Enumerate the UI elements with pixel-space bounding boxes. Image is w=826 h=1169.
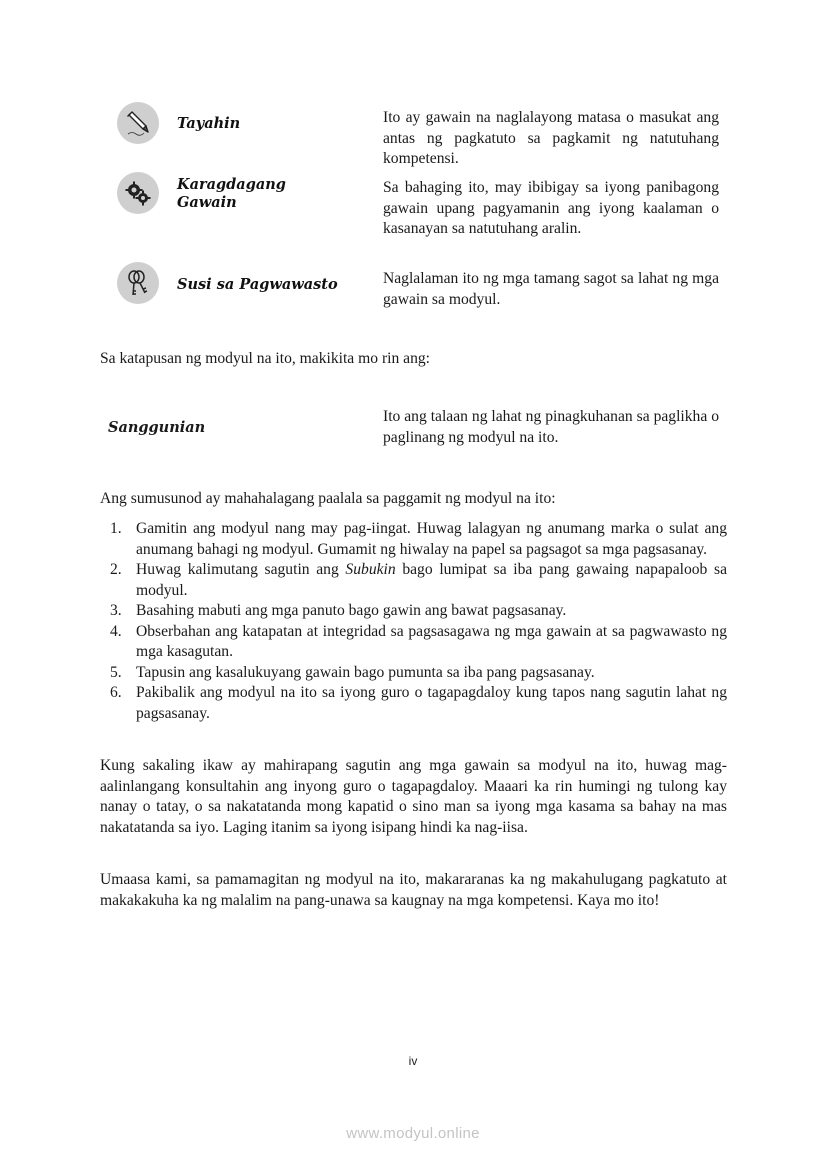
sanggunian-label: Sanggunian (108, 419, 206, 436)
subukin-emphasis: Subukin (345, 561, 396, 578)
watermark: www.modyul.online (346, 1125, 480, 1142)
list-item: 2. Huwag kalimutang sagutin ang Subukin bago lumipat sa iba pang gawaing napapaloob sa modyul. (110, 561, 727, 599)
pencil-icon (117, 102, 159, 144)
tayahin-description: Ito ay gawain na naglalayong matasa o masukat ang antas ng pagkatuto sa pagkamit ng natutuhang kompetensi. (383, 109, 719, 167)
end-intro-text: Sa katapusan ng modyul na ito, makikita mo rin ang: (100, 350, 431, 367)
page-number: iv (408, 1054, 418, 1068)
reminders-list (100, 519, 727, 724)
keys-icon (117, 262, 159, 304)
reminders-intro: Ang sumusunod ay mahahalagang paalala sa paggamit ng modyul na ito: (100, 490, 556, 507)
list-item: 5. Tapusin ang kasalukuyang gawain bago pumunta sa iba pang pagsasanay. (110, 663, 595, 681)
sanggunian-description: Ito ang talaan ng lahat ng pinagkuhanan sa paglikha o paglinang ng modyul na ito. (383, 408, 719, 446)
susi-sa-pagwawasto-label: Susi sa Pagwawasto (177, 276, 338, 293)
label-line-1: Karagdagang (177, 176, 286, 193)
label-line-2: Gawain (177, 194, 237, 211)
list-item: 1. Gamitin ang modyul nang may pag-iingat. Huwag lalagyan ng anumang marka o sulat ang anumang bahagi ng modyul. Gumamit ng hiwalay na papel sa pagsagot sa mga pagsasanay. (110, 520, 727, 558)
list-item: 4. Obserbahan ang katapatan at integridad sa pagsasagawa ng mga gawain at sa pagwawasto ng mga kasagutan. (110, 622, 727, 660)
list-item: 6. Pakibalik ang modyul na ito sa iyong guro o tagapagdaloy kung tapos nang sagutin lahat ng pagsasanay. (110, 684, 727, 722)
closing-paragraph: Umaasa kami, sa pamamagitan ng modyul na ito, makararanas ka ng makahulugang pagkatuto at makakakuha ka ng malalim na pang-unawa sa kaugnay na mga kompetensi. Kaya mo ito! (100, 871, 727, 909)
list-item: 3. Basahing mabuti ang mga panuto bago gawin ang bawat pagsasanay. (110, 602, 567, 619)
tayahin-label: Tayahin (177, 115, 241, 132)
karagdagang-gawain-description: Sa bahaging ito, may ibibigay sa iyong panibagong gawain upang pagyamanin ang iyong kaalaman o kasanayan sa natutuhang aralin. (383, 179, 719, 237)
gears-icon (117, 172, 159, 214)
help-paragraph: Kung sakaling ikaw ay mahirapang sagutin ang mga gawain sa modyul na ito, huwag mag-aalinlangang konsultahin ang inyong guro o tagapagdaloy. Maaari ka rin humingi ng tulong kay nanay o tatay, o sa nakatatanda mong kapatid o sino man sa iyong mga kasama sa bahay na mas nakatatanda sa iyo. Laging itanim sa iyong isipang hindi ka nag-iisa. (100, 757, 727, 836)
karagdagang-gawain-label (177, 176, 286, 212)
susi-sa-pagwawasto-description: Naglalaman ito ng mga tamang sagot sa lahat ng mga gawain sa modyul. (383, 270, 719, 308)
